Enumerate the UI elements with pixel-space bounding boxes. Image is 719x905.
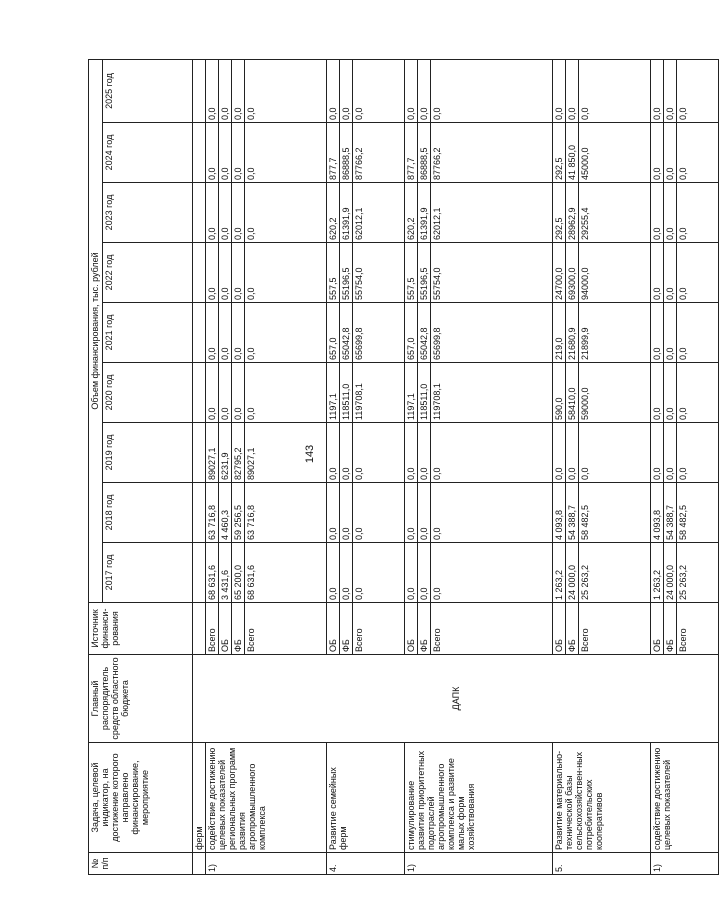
- funding-value: 590,0: [553, 363, 566, 423]
- funding-value: 58410,0: [566, 363, 579, 423]
- row-number: 1): [651, 853, 719, 875]
- funding-value: 21899,9: [579, 303, 651, 363]
- funding-value: 0,0: [340, 483, 353, 543]
- funding-value: 25 263,2: [677, 543, 719, 603]
- funding-value: 620,2: [405, 183, 418, 243]
- funding-value: 0,0: [431, 423, 553, 483]
- funding-value: 25 263,2: [579, 543, 651, 603]
- funding-value: 0,0: [651, 60, 664, 123]
- row-number: [193, 853, 206, 875]
- funding-value: 65699,8: [431, 303, 553, 363]
- header-year: 2018 год: [103, 483, 193, 543]
- header-year: 2022 год: [103, 243, 193, 303]
- funding-value: 0,0: [431, 60, 553, 123]
- funding-value: 0,0: [566, 60, 579, 123]
- empty-cell: [193, 423, 206, 483]
- funding-value: 0,0: [418, 543, 431, 603]
- funding-value: 0,0: [431, 543, 553, 603]
- empty-cell: [193, 543, 206, 603]
- funding-source: ФБ: [418, 603, 431, 655]
- task-description: Развитие семейных ферм: [327, 743, 405, 853]
- header-year: 2020 год: [103, 363, 193, 423]
- funding-value: 0,0: [232, 243, 245, 303]
- header-source: Источник финанси-рования: [89, 603, 193, 655]
- funding-value: 58 482,5: [677, 483, 719, 543]
- funding-value: 0,0: [327, 60, 340, 123]
- page-number: 143: [304, 444, 317, 464]
- funding-value: 0,0: [340, 60, 353, 123]
- funding-value: 0,0: [232, 123, 245, 183]
- funding-value: 1197,1: [405, 363, 418, 423]
- header-year: 2019 год: [103, 423, 193, 483]
- funding-value: 557,5: [327, 243, 340, 303]
- funding-value: 87766,2: [431, 123, 553, 183]
- funding-value: 0,0: [245, 123, 327, 183]
- funding-value: 0,0: [579, 423, 651, 483]
- task-description: ферм: [193, 743, 206, 853]
- funding-value: 54 388,7: [664, 483, 677, 543]
- rotated-table-container: [88, 60, 688, 875]
- funding-value: 557,5: [405, 243, 418, 303]
- funding-value: 0,0: [651, 363, 664, 423]
- funding-value: 59 256,5: [232, 483, 245, 543]
- funding-value: 0,0: [664, 303, 677, 363]
- funding-value: 0,0: [206, 243, 219, 303]
- row-number: 5.: [553, 853, 651, 875]
- empty-cell: [193, 123, 206, 183]
- funding-value: 1197,1: [327, 363, 340, 423]
- funding-source: Всего: [677, 603, 719, 655]
- funding-value: 62012,1: [353, 183, 405, 243]
- funding-value: 0,0: [219, 303, 232, 363]
- funding-source: ФБ: [232, 603, 245, 655]
- header-year: 2023 год: [103, 183, 193, 243]
- funding-value: 0,0: [245, 303, 327, 363]
- funding-value: 0,0: [566, 423, 579, 483]
- funding-value: 0,0: [431, 483, 553, 543]
- funding-source: Всего: [353, 603, 405, 655]
- funding-value: 0,0: [327, 423, 340, 483]
- funding-value: 0,0: [340, 543, 353, 603]
- funding-value: 65042,8: [418, 303, 431, 363]
- funding-value: 0,0: [664, 423, 677, 483]
- funding-value: 0,0: [327, 483, 340, 543]
- header-year: 2017 год: [103, 543, 193, 603]
- funding-value: 1 263,2: [651, 543, 664, 603]
- funding-value: 0,0: [206, 60, 219, 123]
- table-row: [206, 60, 219, 875]
- task-description: стимулирование развития приоритетных подотраслей агропромышленного комплекса и развитие малых форм хозяйствования: [405, 743, 553, 853]
- funding-value: 4 093,8: [553, 483, 566, 543]
- funding-value: 4 460,3: [219, 483, 232, 543]
- table-row: [651, 60, 664, 875]
- funding-value: 0,0: [232, 60, 245, 123]
- funding-source: ФБ: [566, 603, 579, 655]
- funding-value: 0,0: [664, 243, 677, 303]
- funding-value: 0,0: [664, 363, 677, 423]
- funding-value: 89027,1: [245, 423, 327, 483]
- empty-cell: [193, 363, 206, 423]
- header-year: 2024 год: [103, 123, 193, 183]
- funding-source: Всего: [431, 603, 553, 655]
- funding-value: 0,0: [206, 303, 219, 363]
- funding-value: 292,5: [553, 183, 566, 243]
- funding-value: 0,0: [353, 483, 405, 543]
- funding-value: 0,0: [664, 123, 677, 183]
- funding-value: 61391,9: [340, 183, 353, 243]
- funding-value: 0,0: [651, 123, 664, 183]
- funding-value: 0,0: [206, 123, 219, 183]
- funding-value: 119708,1: [353, 363, 405, 423]
- funding-value: 0,0: [651, 183, 664, 243]
- table-row: [193, 60, 206, 875]
- funding-source: Всего: [206, 603, 219, 655]
- funding-value: 0,0: [677, 303, 719, 363]
- funding-value: 119708,1: [431, 363, 553, 423]
- funding-value: 118511,0: [418, 363, 431, 423]
- funding-value: 89027,1: [206, 423, 219, 483]
- funding-value: 0,0: [245, 60, 327, 123]
- row-number: 4.: [327, 853, 405, 875]
- funding-value: 55196,5: [340, 243, 353, 303]
- funding-value: 45000,0: [579, 123, 651, 183]
- funding-value: 24700,0: [553, 243, 566, 303]
- funding-value: 877,7: [405, 123, 418, 183]
- funding-value: 0,0: [405, 423, 418, 483]
- funding-value: 0,0: [232, 303, 245, 363]
- empty-cell: [193, 603, 206, 655]
- funding-value: 65 200,0: [232, 543, 245, 603]
- funding-value: 0,0: [327, 543, 340, 603]
- funding-value: 21680,9: [566, 303, 579, 363]
- task-description: Развитие материально-технической базы сельскохозяйствен-ных потребительских кооперативов: [553, 743, 651, 853]
- table-row: [553, 60, 566, 875]
- funding-value: 0,0: [677, 363, 719, 423]
- header-task: Задача, целевой индикатор, на достижение которого направлено финансирование, мероприятие: [89, 743, 193, 853]
- funding-value: 0,0: [418, 60, 431, 123]
- funding-value: 0,0: [245, 243, 327, 303]
- funding-value: 0,0: [664, 60, 677, 123]
- empty-cell: [193, 183, 206, 243]
- funding-value: 0,0: [353, 423, 405, 483]
- funding-value: 59000,0: [579, 363, 651, 423]
- header-year: 2021 год: [103, 303, 193, 363]
- task-description: содействие достижению целевых показателей региональных программ развития агропромышленного комплекса: [206, 743, 327, 853]
- funding-value: 0,0: [232, 363, 245, 423]
- funding-value: 55754,0: [431, 243, 553, 303]
- funding-value: 87766,2: [353, 123, 405, 183]
- header-year: 2025 год: [103, 60, 193, 123]
- task-description: содействие достижению целевых показателей: [651, 743, 719, 853]
- funding-value: 0,0: [353, 60, 405, 123]
- table-row: [327, 60, 340, 875]
- funding-value: 4 093,8: [651, 483, 664, 543]
- funding-value: 0,0: [206, 183, 219, 243]
- empty-cell: [193, 243, 206, 303]
- funding-value: 63 716,8: [245, 483, 327, 543]
- funding-value: 0,0: [405, 483, 418, 543]
- funding-source: ОБ: [327, 603, 340, 655]
- funding-value: 877,7: [327, 123, 340, 183]
- funding-value: 86888,5: [340, 123, 353, 183]
- funding-value: 0,0: [405, 60, 418, 123]
- funding-source: Всего: [245, 603, 327, 655]
- funding-value: 28962,9: [566, 183, 579, 243]
- funding-value: 68 631,6: [245, 543, 327, 603]
- header-funding: Объем финансирования, тыс. рублей: [89, 60, 103, 603]
- funding-value: 0,0: [677, 243, 719, 303]
- funding-value: 657,0: [327, 303, 340, 363]
- funding-value: 0,0: [651, 243, 664, 303]
- table-row: [405, 60, 418, 875]
- funding-value: 0,0: [553, 60, 566, 123]
- funding-value: 219,0: [553, 303, 566, 363]
- funding-value: 0,0: [405, 543, 418, 603]
- funding-value: 6231,9: [219, 423, 232, 483]
- empty-cell: [193, 483, 206, 543]
- funding-value: 55196,5: [418, 243, 431, 303]
- funding-value: 0,0: [206, 363, 219, 423]
- funding-value: 0,0: [219, 363, 232, 423]
- row-number: 1): [206, 853, 327, 875]
- funding-value: 69300,0: [566, 243, 579, 303]
- funding-value: 0,0: [579, 60, 651, 123]
- funding-value: 0,0: [219, 243, 232, 303]
- funding-value: 0,0: [340, 423, 353, 483]
- funding-value: 82795,2: [232, 423, 245, 483]
- header-num: № п/п: [89, 853, 193, 875]
- funding-value: 0,0: [553, 423, 566, 483]
- funding-source: ФБ: [340, 603, 353, 655]
- funding-value: 0,0: [219, 60, 232, 123]
- main-administrator: ДАПК: [193, 655, 719, 743]
- funding-value: 86888,5: [418, 123, 431, 183]
- funding-value: 24 000,0: [566, 543, 579, 603]
- funding-value: 0,0: [219, 123, 232, 183]
- funding-value: 0,0: [651, 423, 664, 483]
- funding-value: 118511,0: [340, 363, 353, 423]
- funding-value: 0,0: [353, 543, 405, 603]
- funding-value: 1 263,2: [553, 543, 566, 603]
- funding-value: 41 850,0: [566, 123, 579, 183]
- row-number: 1): [405, 853, 553, 875]
- funding-value: 0,0: [245, 183, 327, 243]
- funding-value: 0,0: [219, 183, 232, 243]
- funding-value: 58 482,5: [579, 483, 651, 543]
- funding-value: 68 631,6: [206, 543, 219, 603]
- funding-value: 61391,9: [418, 183, 431, 243]
- funding-source: ФБ: [664, 603, 677, 655]
- funding-value: 94000,0: [579, 243, 651, 303]
- funding-value: 0,0: [677, 423, 719, 483]
- funding-value: 0,0: [651, 303, 664, 363]
- funding-value: 29255,4: [579, 183, 651, 243]
- funding-value: 0,0: [677, 183, 719, 243]
- funding-source: ОБ: [219, 603, 232, 655]
- header-admin: Главный распорядитель средств областного бюджета: [89, 655, 193, 743]
- empty-cell: [193, 60, 206, 123]
- funding-value: 0,0: [418, 483, 431, 543]
- empty-cell: [193, 303, 206, 363]
- funding-value: 0,0: [245, 363, 327, 423]
- funding-value: 24 000,0: [664, 543, 677, 603]
- funding-value: 620,2: [327, 183, 340, 243]
- funding-source: ОБ: [405, 603, 418, 655]
- funding-value: 0,0: [677, 123, 719, 183]
- funding-value: 62012,1: [431, 183, 553, 243]
- funding-value: 657,0: [405, 303, 418, 363]
- funding-value: 0,0: [677, 60, 719, 123]
- funding-value: 65042,8: [340, 303, 353, 363]
- funding-value: 292,5: [553, 123, 566, 183]
- funding-source: Всего: [579, 603, 651, 655]
- funding-value: 65699,8: [353, 303, 405, 363]
- funding-value: 3 431,6: [219, 543, 232, 603]
- funding-source: ОБ: [651, 603, 664, 655]
- funding-source: ОБ: [553, 603, 566, 655]
- funding-table: [88, 59, 719, 875]
- funding-value: 0,0: [232, 183, 245, 243]
- funding-value: 0,0: [418, 423, 431, 483]
- funding-value: 55754,0: [353, 243, 405, 303]
- funding-value: 0,0: [664, 183, 677, 243]
- funding-value: 54 388,7: [566, 483, 579, 543]
- funding-value: 63 716,8: [206, 483, 219, 543]
